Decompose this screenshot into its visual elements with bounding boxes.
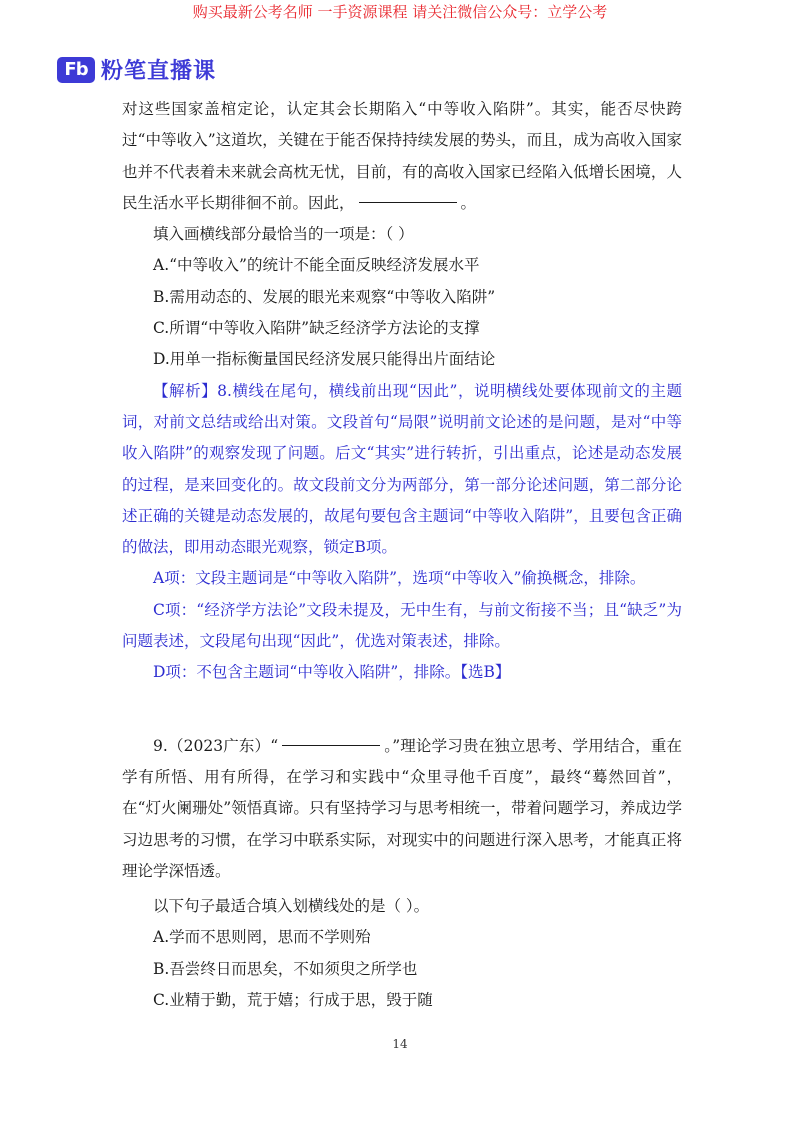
answer-blank (282, 744, 380, 746)
q9-passage (122, 731, 682, 887)
q9-prompt: 以下句子最适合填入划横线处的是（ ）。 (153, 897, 430, 916)
answer-blank (359, 201, 457, 203)
document-body (122, 94, 682, 1016)
q8-option-a: A.“中等收入”的统计不能全面反映经济发展水平 (153, 256, 480, 275)
q8-analysis-d: D项：不包含主题词“中等收入陷阱”，排除。【选B】 (153, 663, 511, 682)
q8-prompt: 填入画横线部分最恰当的一项是：（ ） (153, 225, 414, 244)
q9-option-b: B.吾尝终日而思矣，不如须臾之所学也 (153, 959, 418, 978)
q8-passage (122, 94, 682, 219)
q8-passage-text: 对这些国家盖棺定论，认定其会长期陷入“中等收入陷阱”。其实，能否尽快跨过“中等收入”这道坎，关键在于能否保持持续发展的势头，而且，成为高收入国家也并不代表着未来就会高枕无忧，目前，有的高收入国家已经陷入低增长困境，人民生活水平长期徘徊不前。因此， (122, 100, 682, 212)
q9-lead: 9.（2023广东）“ (153, 736, 279, 755)
brand-logo (57, 54, 216, 85)
q8-analysis-c: C项：“经济学方法论”文段未提及，无中生有，与前文衔接不当；且“缺乏”为问题表述，文段尾句出现“因此”，优选对策表述，排除。 (122, 600, 682, 651)
page-number: 14 (392, 1037, 408, 1051)
q8-option-d: D.用单一指标衡量国民经济发展只能得出片面结论 (153, 350, 496, 369)
q9-passage-text: 。”理论学习贵在独立思考、学用结合，重在学有所悟、用有所得，在学习和实践中“众里寻他千百度”，最终“蓦然回首”，在“灯火阑珊处”领悟真谛。只有坚持学习与思考相统一，带着问题学习，养成边学习边思考的习惯，在学习中联系实际，对现实中的问题进行深入思考，才能真正将理论学深悟透。 (122, 736, 682, 880)
q9-option-c: C.业精于勤，荒于嬉；行成于思，毁于随 (153, 991, 433, 1010)
logo-text: 粉笔直播课 (101, 59, 217, 84)
q8-option-c: C.所谓“中等收入陷阱”缺乏经济学方法论的支撑 (153, 319, 480, 338)
fb-logo-icon: Fb (57, 57, 95, 83)
q8-option-b: B.需用动态的、发展的眼光来观察“中等收入陷阱” (153, 287, 496, 306)
q9-option-a: A.学而不思则罔，思而不学则殆 (153, 928, 371, 947)
top-banner: 购买最新公考名师 一手资源课程 请关注微信公众号：立学公考 (192, 3, 608, 21)
q8-analysis: 【解析】8.横线在尾句，横线前出现“因此”，说明横线处要体现前文的主题词，对前文总结或给出对策。文段首句“局限”说明前文论述的是问题，是对“中等收入陷阱”的观察发现了问题。后文“其实”进行转折，引出重点，论述是动态发展的过程，是来回变化的。故文段前文分为两部分，第一部分论述问题，第二部分论述正确的关键是动态发展的，故尾句要包含主题词“中等收入陷阱”，且要包含正确的做法，即用动态眼光观察，锁定B项。 (122, 381, 682, 557)
q8-passage-end: 。 (460, 193, 477, 212)
q8-analysis-a: A项：文段主题词是“中等收入陷阱”，选项“中等收入”偷换概念，排除。 (153, 569, 646, 588)
